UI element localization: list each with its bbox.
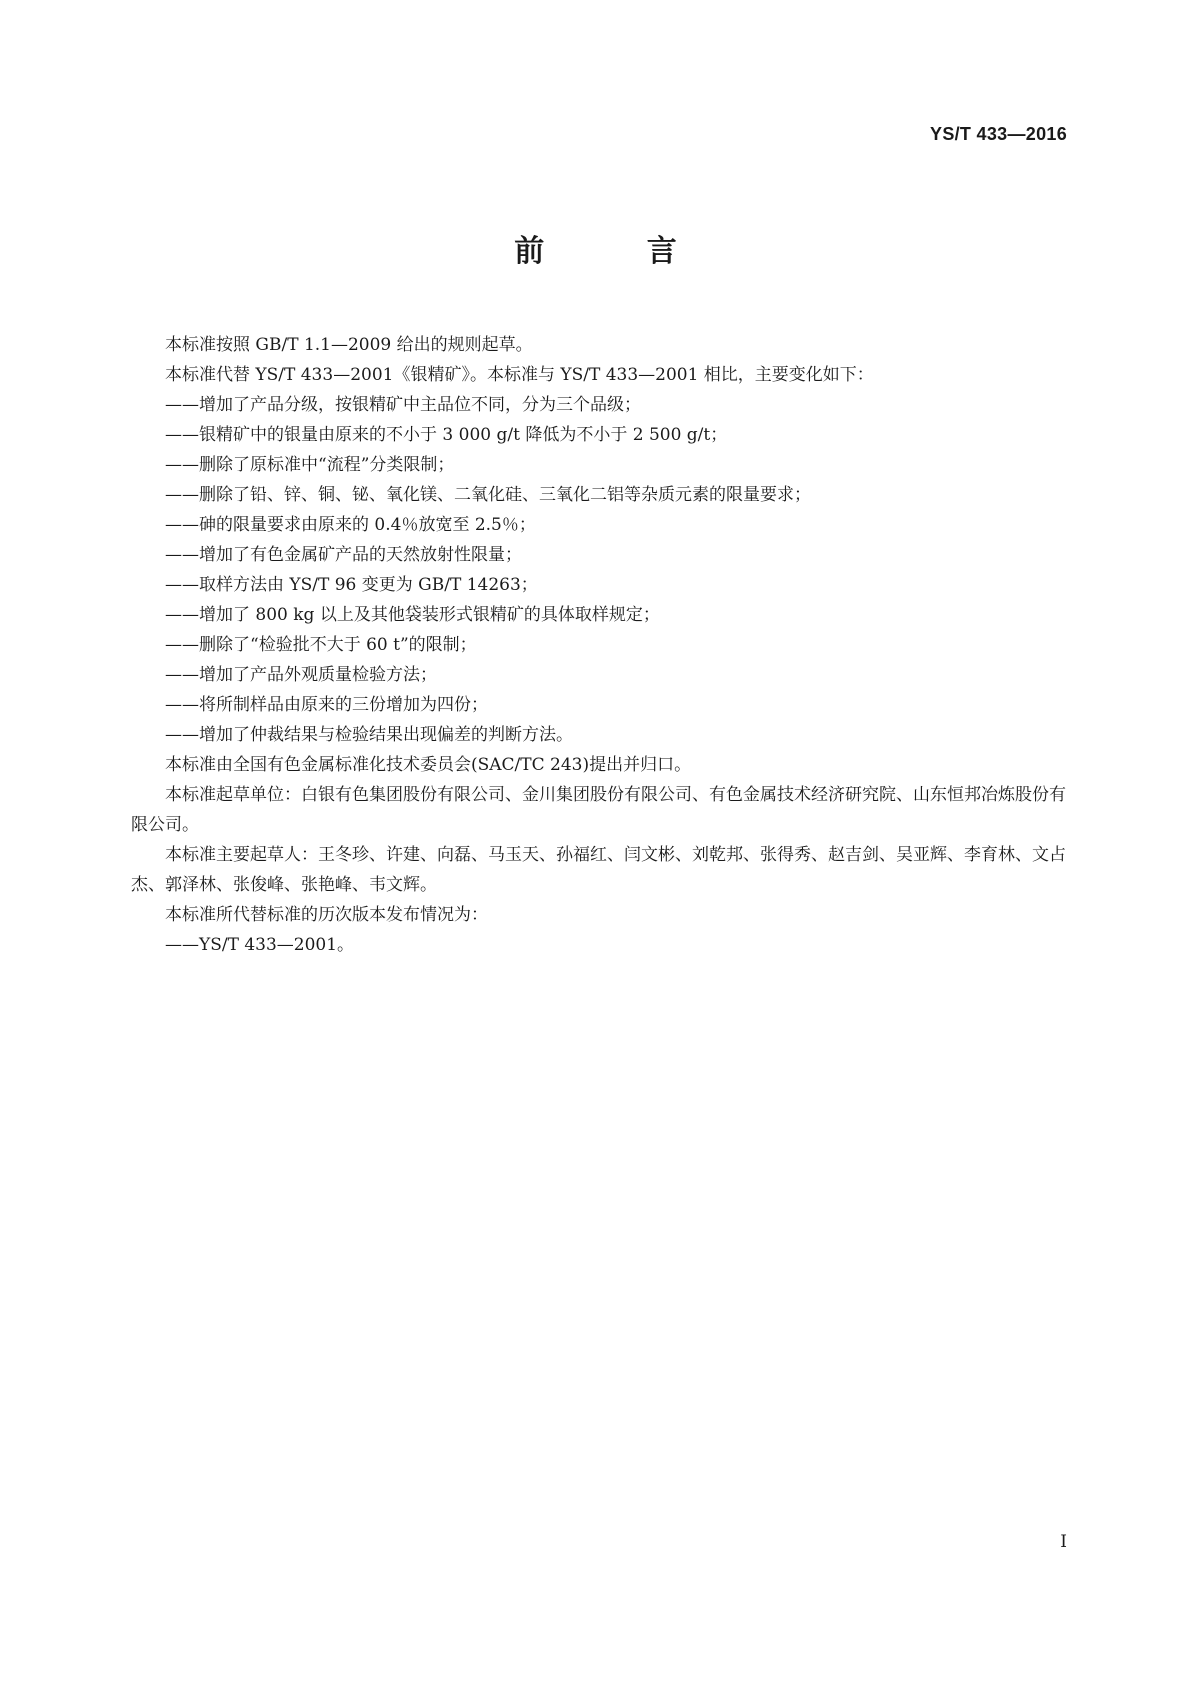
change-item: ——删除了“检验批不大于 60 t”的限制；: [165, 635, 477, 655]
change-item: ——增加了仲裁结果与检验结果出现偏差的判断方法。: [165, 725, 573, 745]
page-number: I: [1060, 1532, 1067, 1552]
paragraph-history-intro: 本标准所代替标准的历次版本发布情况为：: [165, 905, 488, 925]
foreword-body: [131, 330, 1071, 960]
change-item: ——砷的限量要求由原来的 0.4％放宽至 2.5％；: [165, 515, 536, 535]
paragraph-replacement: 本标准代替 YS/T 433—2001《银精矿》。本标准与 YS/T 433—2001 相比，主要变化如下：: [165, 365, 874, 385]
change-item: ——删除了原标准中“流程”分类限制；: [165, 455, 455, 475]
change-item: ——银精矿中的银量由原来的不小于 3 000 g/t 降低为不小于 2 500 g/t；: [165, 425, 728, 445]
paragraph-drafters: 本标准主要起草人：王冬珍、许建、向磊、马玉天、孙福红、闫文彬、刘乾邦、张得秀、赵吉剑、吴亚辉、李育林、文占杰、郭泽林、张俊峰、张艳峰、韦文辉。: [131, 845, 1066, 895]
change-item: ——增加了产品分级，按银精矿中主品位不同，分为三个品级；: [165, 395, 641, 415]
standard-code: YS/T 433—2016: [930, 124, 1067, 144]
change-item: ——增加了产品外观质量检验方法；: [165, 665, 437, 685]
change-item: ——取样方法由 YS/T 96 变更为 GB/T 14263；: [165, 575, 538, 595]
change-item: ——将所制样品由原来的三份增加为四份；: [165, 695, 488, 715]
page-title: 前 言: [514, 234, 723, 269]
change-item: ——增加了有色金属矿产品的天然放射性限量；: [165, 545, 522, 565]
change-item: ——增加了 800 kg 以上及其他袋装形式银精矿的具体取样规定；: [165, 605, 660, 625]
history-item: ——YS/T 433—2001。: [165, 935, 355, 955]
paragraph-drafting-rules: 本标准按照 GB/T 1.1—2009 给出的规则起草。: [165, 335, 533, 355]
paragraph-proposer: 本标准由全国有色金属标准化技术委员会(SAC/TC 243)提出并归口。: [165, 755, 692, 775]
change-item: ——删除了铅、锌、铜、铋、氧化镁、二氧化硅、三氧化二铝等杂质元素的限量要求；: [165, 485, 811, 505]
paragraph-drafting-units: 本标准起草单位：白银有色集团股份有限公司、金川集团股份有限公司、有色金属技术经济研究院、山东恒邦冶炼股份有限公司。: [131, 785, 1066, 835]
